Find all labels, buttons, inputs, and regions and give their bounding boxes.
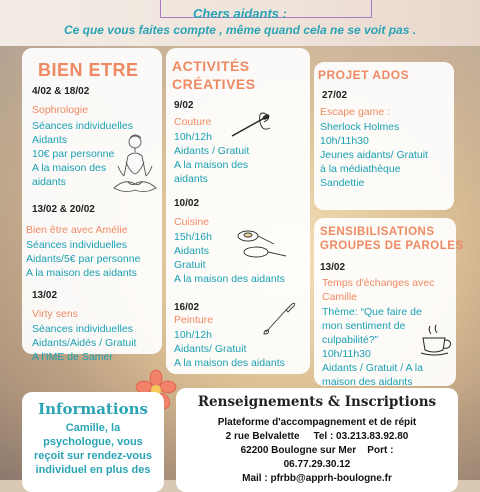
- text-line: A la maison des: [32, 162, 107, 174]
- date-activites-2: 10/02: [174, 198, 200, 209]
- text-line: Aidants: [174, 245, 210, 257]
- date-activites-3: 16/02: [174, 302, 200, 313]
- activity-virty-sens: Virty sens: [32, 308, 78, 320]
- text-line: Aidants / Gratuit: [174, 145, 250, 157]
- activity-bien-etre-amelie: Bien être avec Amélie: [26, 224, 128, 236]
- bien-etre-card: [22, 48, 162, 363]
- projet-ados-title: PROJET ADOS: [318, 68, 410, 82]
- text-line: 10h/11h30: [322, 348, 371, 360]
- text-line: 10h/11h30: [320, 135, 369, 147]
- info-line: psychologue, vous: [43, 436, 143, 448]
- header-title: Chers aidants :: [193, 6, 287, 21]
- text-line: A la maison des aidants: [174, 273, 285, 285]
- activity-peinture: Peinture: [174, 314, 214, 326]
- activites-title-2: CRÉATIVES: [172, 76, 256, 92]
- contact-line: 62200 Boulogne sur Mer Port :: [240, 445, 394, 456]
- coffee-cup-icon: [418, 322, 454, 358]
- sensibilisations-title-2: GROUPES DE PAROLES: [320, 240, 464, 252]
- text-line: Sandettie: [320, 177, 365, 189]
- date-bien-etre-2: 13/02 & 20/02: [32, 204, 95, 215]
- contact-line: 2 rue Belvalette Tel : 03.213.83.92.80: [225, 431, 409, 442]
- text-line: A la maison des: [174, 159, 249, 171]
- text-line: Gratuit: [174, 259, 206, 271]
- text-line: A l'IME de Samer: [32, 351, 113, 363]
- contact-line: Plateforme d'accompagnement et de répit: [217, 417, 417, 428]
- activity-cuisine: Cuisine: [174, 216, 210, 228]
- activity-couture: Couture: [174, 116, 212, 128]
- activites-creatives-card: [166, 48, 310, 374]
- text-line: 10h/12h: [174, 329, 212, 341]
- activity-temps-echanges-1: Temps d'échanges avec: [322, 277, 435, 289]
- text-line: Aidants/5€ par personne: [26, 253, 141, 265]
- text-line: 10h/12h: [174, 131, 212, 143]
- activity-sophrologie: Sophrologie: [32, 104, 89, 116]
- text-line: Thème: “Que faire de: [322, 306, 422, 318]
- header-subtitle: Ce que vous faites compte , même quand cela ne se voit pas .: [63, 23, 417, 37]
- bien-etre-title: BIEN ETRE: [38, 60, 139, 80]
- sensibilisations-title-1: SENSIBILISATIONS: [320, 226, 435, 238]
- text-line: maison des aidants: [322, 376, 413, 388]
- info-line: reçoit sur rendez-vous: [34, 450, 152, 462]
- text-line: Aidants: [32, 134, 68, 146]
- text-line: A la maison des aidants: [26, 267, 137, 279]
- date-activites-1: 9/02: [174, 100, 194, 111]
- informations-title: Informations: [38, 400, 148, 418]
- text-line: aidants: [174, 173, 208, 185]
- renseignements-card: [176, 388, 458, 492]
- text-line: aidants: [32, 176, 66, 188]
- text-line: Sherlock Holmes: [320, 121, 400, 133]
- sensibilisations-card: [314, 218, 464, 388]
- informations-card: [22, 392, 164, 492]
- text-line: à la médiathèque: [320, 163, 401, 175]
- projet-ados-card: [314, 62, 454, 210]
- contact-mail[interactable]: Mail : pfrbb@apprh-boulogne.fr: [242, 473, 392, 484]
- text-line: Aidants/Aidés / Gratuit: [32, 337, 137, 349]
- paintbrush-icon: [260, 298, 300, 338]
- activity-escape-game: Escape game :: [320, 106, 391, 118]
- text-line: 15h/16h: [174, 231, 212, 243]
- info-line: Camille, la: [65, 422, 121, 434]
- contact-line: 06.77.29.30.12: [283, 459, 351, 470]
- text-line: Séances individuelles: [32, 323, 133, 335]
- date-projet-ados: 27/02: [322, 90, 348, 101]
- needle-thread-icon: [228, 110, 274, 140]
- text-line: Séances individuelles: [26, 239, 127, 251]
- text-line: Aidants / Gratuit / A la: [322, 362, 423, 374]
- text-line: Jeunes aidants/ Gratuit: [320, 149, 428, 161]
- renseignements-title: Renseignements & Inscriptions: [197, 394, 437, 410]
- frying-pan-icon: [234, 224, 290, 262]
- text-line: Aidants/ Gratuit: [174, 343, 247, 355]
- text-line: culpabilité?”: [322, 334, 379, 346]
- activites-title-1: ACTIVITÉS: [172, 58, 250, 74]
- date-bien-etre-1: 4/02 & 18/02: [32, 86, 90, 97]
- text-line: Séances individuelles: [32, 120, 133, 132]
- meditation-icon: [110, 132, 160, 204]
- text-line: mon sentiment de: [322, 320, 406, 332]
- activity-temps-echanges-2: Camille: [322, 291, 358, 303]
- text-line: 10€ par personne: [32, 148, 115, 160]
- info-line: individuel en plus des: [35, 464, 151, 476]
- text-line: A la maison des aidants: [174, 357, 285, 369]
- date-bien-etre-3: 13/02: [32, 290, 58, 301]
- date-sensibilisations: 13/02: [320, 262, 346, 273]
